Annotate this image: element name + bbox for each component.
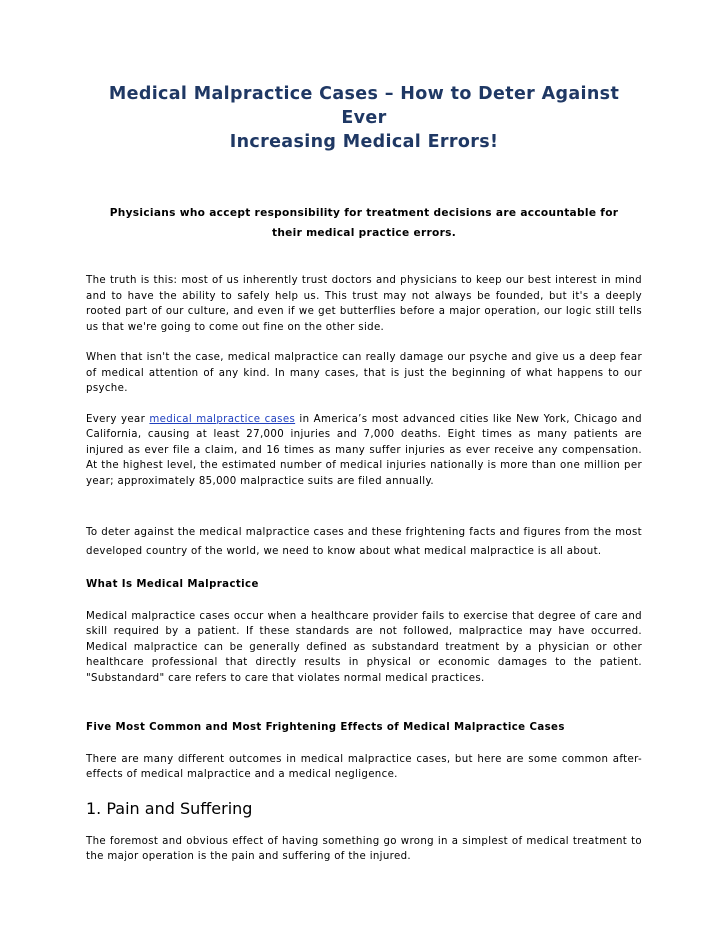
- document-title: [86, 82, 642, 154]
- subtitle-line-1: Physicians who accept responsibility for treatment decisions are accountable for: [109, 207, 619, 219]
- paragraph-trust: The truth is this: most of us inherently trust doctors and physicians to keep our best interest in mind and to have the ability to safely help us. This trust may not always be founded, but it's a deeply rooted part of our culture, and even if we get butterflies before a major operation, our logic still tells us that we're going to come out fine on the other side.: [86, 275, 642, 333]
- subtitle-line-2: their medical practice errors.: [271, 227, 457, 239]
- paragraph-definition: Medical malpractice cases occur when a healthcare provider fails to exercise that degree of care and skill required by a patient. If these standards are not followed, malpractice may have occurred. Medical malpractice can be generally defined as substandard treatment by a physician or other healthcare professional that directly results in physical or economic damages to the patient. "Substandard" care refers to care that violates normal medical practices.: [86, 610, 642, 684]
- paragraph-pain: The foremost and obvious effect of having something go wrong in a simplest of medical treatment to the major operation is the pain and suffering of the injured.: [86, 835, 642, 862]
- paragraph-deter: To deter against the medical malpractice cases and these frightening facts and figures from the most developed country of the world, we need to know about what medical malpractice is all about.: [86, 527, 642, 557]
- paragraph-outcomes: There are many different outcomes in medical malpractice cases, but here are some common after-effects of medical malpractice and a medical negligence.: [86, 753, 642, 780]
- heading-five-effects: Five Most Common and Most Frightening Effects of Medical Malpractice Cases: [86, 722, 565, 733]
- document-page: [86, 82, 642, 865]
- heading-what-is-medical-malpractice: What Is Medical Malpractice: [86, 579, 259, 590]
- document-subtitle: [86, 203, 642, 243]
- medical-malpractice-cases-link[interactable]: medical malpractice cases: [149, 413, 296, 425]
- list-item-pain-and-suffering: 1. Pain and Suffering: [86, 798, 253, 818]
- paragraph-statistics: [86, 412, 642, 490]
- statistics-text-before-link: Every year: [86, 413, 150, 425]
- title-line-1: Medical Malpractice Cases – How to Deter Against Ever: [108, 84, 620, 128]
- paragraph-psyche: When that isn't the case, medical malpractice can really damage our psyche and give us a deep fear of medical attention of any kind. In many cases, that is just the beginning of what happens to our psyche.: [86, 352, 642, 394]
- title-line-2: Increasing Medical Errors!: [229, 132, 499, 152]
- statistics-text-after-link: in America’s most advanced cities like New York, Chicago and California, causing at least 27,000 injuries and 7,000 deaths. Eight times as many patients are injured as ever file a claim, and 16 times as many suffer injuries as ever receive any compensation. At the highest level, the estimated number of medical injuries nationally is more than one million per year; approximately 85,000 malpractice suits are filed annually.: [86, 413, 642, 487]
